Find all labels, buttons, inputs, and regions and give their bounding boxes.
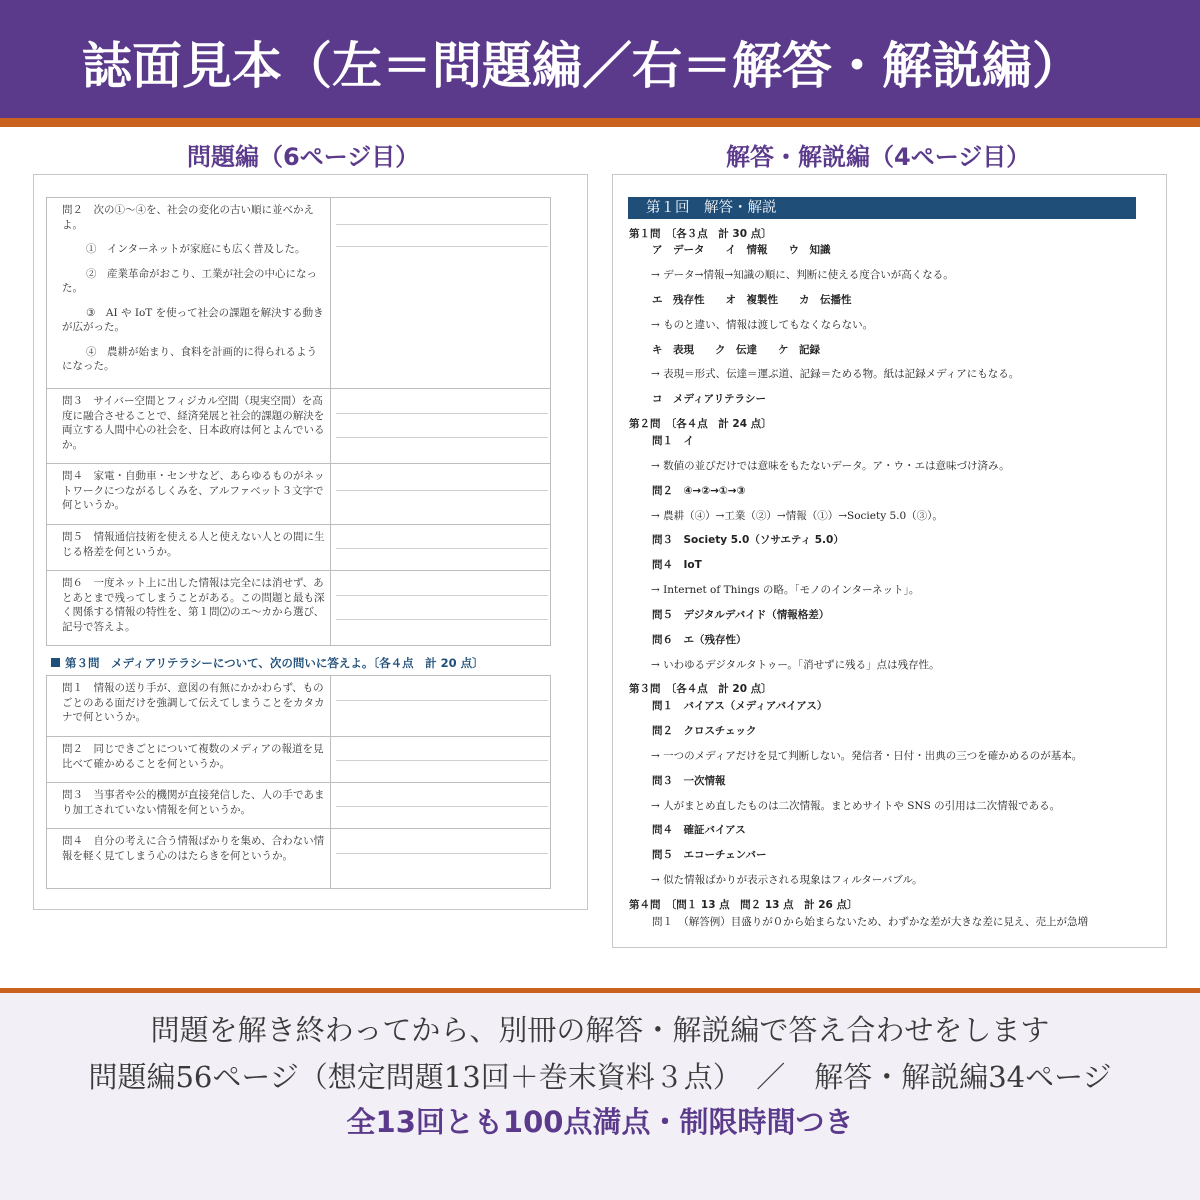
question-cell: [47, 737, 331, 782]
answer-note: → Internet of Things の略。「モノのインターネット」。: [651, 584, 920, 596]
footer-divider: [0, 988, 1200, 993]
section-3-heading: [51, 655, 484, 671]
answer-line: [336, 437, 548, 438]
header-banner: [0, 0, 1200, 118]
answer-item: 問２ クロスチェック: [652, 725, 757, 737]
part-heading: 第３問 〔各４点 計 20 点〕: [629, 683, 772, 695]
choice-item: ① インターネットが家庭にも広く普及した。: [86, 243, 306, 255]
question-table-2: [46, 197, 551, 646]
answer-note: → 数値の並びだけでは意味をもたないデータ。ア・ウ・エは意味づけ済み。: [651, 460, 1010, 472]
question-cell: [47, 464, 331, 524]
choice-item: ② 産業革命がおこり、工業が社会の中心になった。: [62, 267, 317, 294]
answer-item: 問５ エコーチェンバー: [652, 849, 767, 861]
question-row: [47, 388, 550, 463]
answer-item: 問１ バイアス（メディアバイアス）: [652, 700, 828, 712]
answer-page-sample: [612, 174, 1167, 948]
question-text: 問５ 情報通信技術を使える人と使えない人との間に生じる格差を何というか。: [62, 531, 325, 558]
question-row: [47, 828, 550, 888]
answer-note: → 似た情報ばかりが表示される現象はフィルターバブル。: [651, 874, 923, 886]
choice-item: ④ 農耕が始まり、食料を計画的に得られるようになった。: [62, 345, 317, 372]
answer-item: コ メディアリテラシー: [652, 393, 767, 405]
question-text: 問１ 情報の送り手が、意図の有無にかかわらず、ものごとのある面だけを強調して伝えてしまうことをカタカナで何というか。: [62, 682, 325, 723]
answer-item: 問１ （解答例）目盛りが０から始まらないため、わずかな差が大きな差に見え、売上が急増: [652, 916, 1088, 928]
answer-item: キ 表現 ク 伝達 ケ 記録: [652, 344, 820, 356]
answer-item: 問３ 一次情報: [652, 775, 726, 787]
footer-highlight: 全13回とも100点満点・制限時間つき: [346, 1105, 854, 1139]
answer-item: 問３ Society 5.0（ソサエティ 5.0）: [652, 534, 844, 546]
question-row: [47, 570, 550, 645]
question-row: [47, 736, 550, 782]
answer-item: 問５ デジタルデバイド（情報格差）: [652, 609, 830, 621]
answer-column-label: 解答・解説編（4ページ目）: [726, 143, 1031, 171]
question-cell: [47, 829, 331, 888]
answer-item: エ 残存性 オ 複製性 カ 伝播性: [652, 294, 852, 306]
question-cell: [47, 676, 331, 736]
answer-line: [336, 595, 548, 596]
answer-line: [336, 490, 548, 491]
answer-item: 問４ 確証バイアス: [652, 824, 746, 836]
part-heading: 第４問 〔問１ 13 点 問２ 13 点 計 26 点〕: [629, 899, 858, 911]
question-cell: [47, 571, 331, 645]
problem-column-label: 問題編（6ページ目）: [187, 143, 420, 171]
question-cell: [47, 783, 331, 828]
answer-title-bar: 第１回 解答・解説: [628, 197, 1136, 219]
question-text: 問３ 当事者や公的機関が直接発信した、人の手であまり加工されていない情報を何というか。: [62, 789, 325, 816]
answer-line: [336, 806, 548, 807]
question-row: [47, 782, 550, 828]
answer-note: → いわゆるデジタルタトゥー。「消せずに残る」点は残存性。: [651, 659, 940, 671]
answer-item: 問２ ④→②→①→③: [652, 485, 746, 497]
answer-note: → ものと違い、情報は渡してもなくならない。: [651, 319, 874, 331]
header-divider: [0, 118, 1200, 127]
question-cell: [47, 198, 331, 388]
footer-description: 問題を解き終わってから、別冊の解答・解説編で答え合わせをします: [150, 1013, 1050, 1047]
question-row: [47, 676, 550, 736]
question-cell: [47, 525, 331, 570]
choice-item: ③ AI や IoT を使って社会の課題を解決する動きが広がった。: [62, 306, 324, 333]
question-text: 問２ 次の①〜④を、社会の変化の古い順に並べかえよ。: [62, 204, 314, 231]
page-title: 誌面見本（左＝問題編／右＝解答・解説編）: [82, 37, 1082, 95]
question-text: 問６ 一度ネット上に出した情報は完全には消せず、あとあとまで残ってしまうことがある。この問題と最も深く関係する情報の特性を、第１問⑵のエ〜カから選び、記号で答えよ。: [62, 577, 325, 633]
answer-line: [336, 548, 548, 549]
question-row: [47, 524, 550, 570]
question-cell: [47, 389, 331, 463]
answer-item: 問４ IoT: [652, 559, 702, 571]
answer-note: → 人がまとめ直したものは二次情報。まとめサイトや SNS の引用は二次情報である。: [651, 800, 1061, 812]
problem-page-sample: [33, 174, 588, 910]
section-heading-text: 第３問 メディアリテラシーについて、次の問いに答えよ。〔各４点 計 20 点〕: [65, 656, 484, 670]
answer-note: → 一つのメディアだけを見て判断しない。発信者・日付・出典の三つを確かめるのが基本。: [651, 750, 1083, 762]
part-heading: 第１問 〔各３点 計 30 点〕: [629, 228, 772, 240]
answer-line: [336, 246, 548, 247]
answer-line: [336, 853, 548, 854]
answer-item: 問１ イ: [652, 435, 694, 447]
question-text: 問２ 同じできごとについて複数のメディアの報道を見比べて確かめることを何というか。: [62, 743, 324, 770]
answer-line: [336, 619, 548, 620]
answer-note: → 農耕（④）→工業（②）→情報（①）→Society 5.0（③）。: [651, 510, 943, 522]
question-row: [47, 463, 550, 524]
answer-note: → 表現＝形式、伝達＝運ぶ道、記録＝ためる物。紙は記録メディアにもなる。: [651, 368, 1020, 380]
question-row: [47, 198, 550, 388]
question-text: 問３ サイバー空間とフィジカル空間（現実空間）を高度に融合させることで、経済発展と社会的課題の解決を両立する人間中心の社会を、日本政府は何とよんでいるか。: [62, 395, 325, 451]
answer-item: 問６ エ（残存性）: [652, 634, 747, 646]
square-bullet-icon: [51, 658, 60, 667]
part-heading: 第２問 〔各４点 計 24 点〕: [629, 418, 772, 430]
question-table-3: [46, 675, 551, 889]
answer-line: [336, 760, 548, 761]
answer-line: [336, 700, 548, 701]
answer-note: → データ→情報→知識の順に、判断に使える度合いが高くなる。: [651, 269, 954, 281]
answer-line: [336, 224, 548, 225]
question-text: 問４ 家電・自動車・センサなど、あらゆるものがネットワークにつながるしくみを、アルファベット３文字で何というか。: [62, 470, 325, 511]
question-text: 問４ 自分の考えに合う情報ばかりを集め、合わない情報を軽く見てしまう心のはたらきを何というか。: [62, 835, 325, 862]
footer-page-counts: 問題編56ページ（想定問題13回＋巻末資料３点） ／ 解答・解説編34ページ: [88, 1060, 1112, 1094]
answer-line: [336, 413, 548, 414]
answer-item: ア データ イ 情報 ウ 知識: [652, 244, 831, 256]
